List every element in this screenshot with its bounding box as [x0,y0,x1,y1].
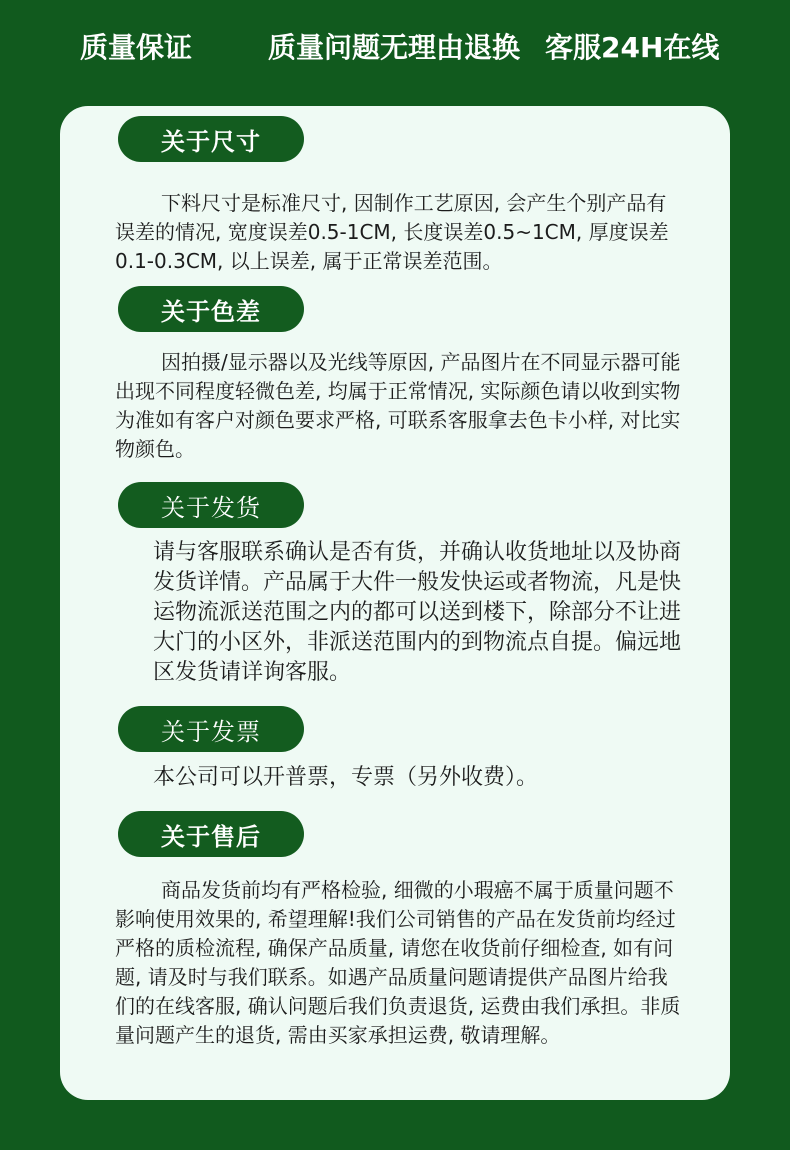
quality-guarantee-label: 质量保证 [80,31,193,64]
customer-service-label: 客服24H在线 [545,31,720,64]
info-card [60,106,730,1100]
section-title-color: 关于色差 [118,286,304,332]
return-policy-label: 质量问题无理由退换 [268,31,521,64]
guarantee-header [0,0,790,90]
section-text-aftersales: 商品发货前均有严格检验, 细微的小瑕癌不属于质量问题不影响使用效果的, 希望理解!我们公司销售的产品在发货前均经过严格的质检流程, 确保产品质量, 请您在收货前仔细检查, 如有问题, 请及时与我们联系。如遇产品质量问题请提供产品图片给我们的在线客服, 确认问题后我们负责退货, 运费由我们承担。非质量问题产生的退货, 需由买家承担运费, 敬请理解。 [115,878,681,1047]
section-text-invoice: 本公司可以开普票，专票（另外收费）。 [153,765,539,790]
section-title-invoice: 关于发票 [118,706,304,752]
section-title-shipping: 关于发货 [118,482,304,528]
section-text-color: 因拍摄/显示器以及光线等原因, 产品图片在不同显示器可能出现不同程度轻微色差, 均属于正常情况, 实际颜色请以收到实物为准如有客户对颜色要求严格, 可联系客服拿去色卡小样, 对比实物颜色。 [115,350,681,461]
section-text-shipping: 请与客服联系确认是否有货，并确认收货地址以及协商发货详情。产品属于大件一般发快运或者物流，凡是快运物流派送范围之内的都可以送到楼下，除部分不让进大门的小区外，非派送范围内的到物流点自提。偏远地区发货请详询客服。 [153,540,682,685]
section-title-aftersales: 关于售后 [118,811,304,857]
section-title-size: 关于尺寸 [118,116,304,162]
section-text-size: 下料尺寸是标准尺寸, 因制作工艺原因, 会产生个别产品有误差的情况, 宽度误差0.5-1CM, 长度误差0.5~1CM, 厚度误差0.1-0.3CM, 以上误差, 属于正常误差范围。 [115,191,669,273]
